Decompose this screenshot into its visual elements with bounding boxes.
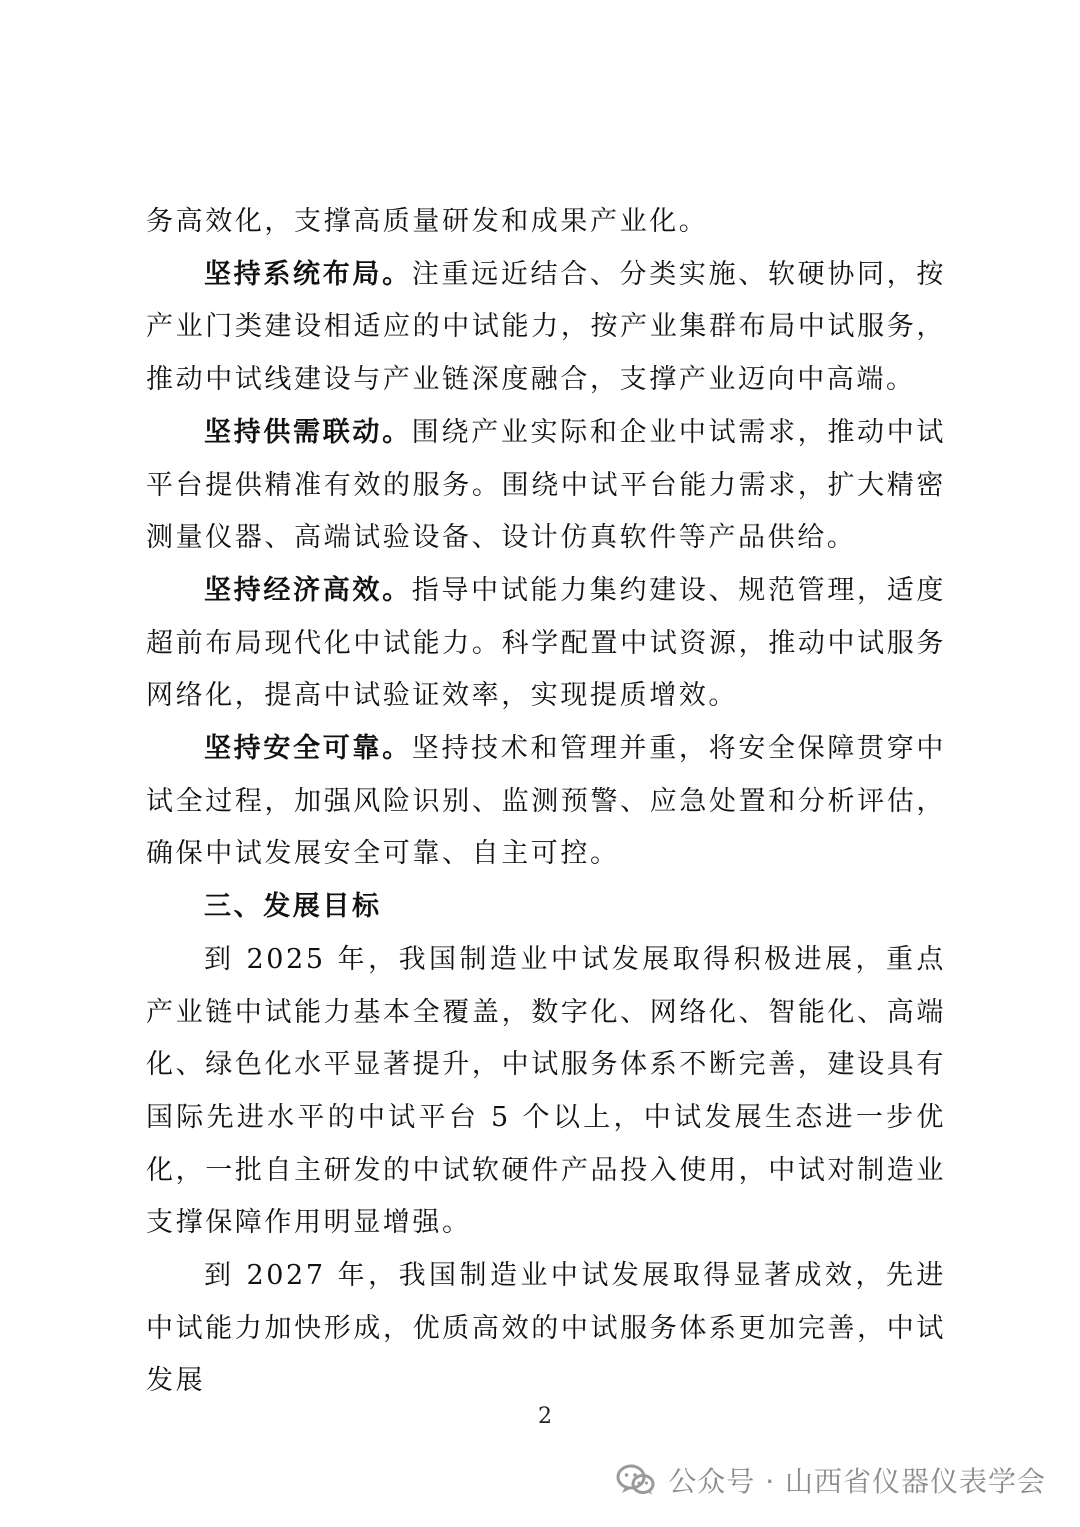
- paragraph-text: 坚持技术和管理并重，将安全保障贯穿中试全过程，加强风险识别、监测预警、应急处置和分析评估，确保中试发展安全可靠、自主可控。: [146, 733, 946, 870]
- paragraph-lead: 坚持经济高效。: [204, 574, 412, 606]
- goal-2025-paragraph: 到 2025 年，我国制造业中试发展取得积极进展，重点产业链中试能力基本全覆盖，数字化、网络化、智能化、高端化、绿色化水平显著提升，中试服务体系不断完善，建设具有国际先进水平的中试平台 5 个以上，中试发展生态进一步优化，一批自主研发的中试软硬件产品投入使用，中试对制造业支撑保障作用明显增强。: [146, 943, 946, 1239]
- paragraph-safety-reliability: [146, 723, 946, 881]
- paragraph-lead: 坚持系统布局。: [204, 258, 412, 290]
- paragraph-text: 务高效化，支撑高质量研发和成果产业化。: [146, 206, 709, 237]
- paragraph-text: 注重远近结合、分类实施、软硬协同，按产业门类建设相适应的中试能力，按产业集群布局中试服务，推动中试线建设与产业链深度融合，支撑产业迈向中高端。: [146, 258, 946, 396]
- paragraph-continuation: [146, 196, 946, 249]
- paragraph-lead: 坚持安全可靠。: [204, 733, 412, 765]
- wechat-watermark: [616, 1460, 1046, 1500]
- paragraph-text: 围绕产业实际和企业中试需求，推动中试平台提供精准有效的服务。围绕中试平台能力需求，扩大精密测量仪器、高端试验设备、设计仿真软件等产品供给。: [146, 416, 946, 554]
- section-heading: 三、发展目标: [204, 891, 382, 923]
- goal-2027-paragraph: 到 2027 年，我国制造业中试发展取得显著成效，先进中试能力加快形成，优质高效的中试服务体系更加完善，中试发展: [146, 1260, 946, 1397]
- paragraph-supply-demand: [146, 407, 946, 565]
- page-number: 2: [538, 1404, 552, 1429]
- watermark-text: 公众号 · 山西省仪器仪表学会: [668, 1465, 1046, 1498]
- paragraph-economic-efficiency: [146, 565, 946, 723]
- document-body: [146, 196, 946, 1408]
- paragraph-system-layout: [146, 249, 946, 407]
- paragraph-lead: 坚持供需联动。: [204, 416, 412, 448]
- paragraph-text: 指导中试能力集约建设、规范管理，适度超前布局现代化中试能力。科学配置中试资源，推动中试服务网络化，提高中试验证效率，实现提质增效。: [146, 574, 946, 712]
- wechat-icon: [616, 1463, 656, 1497]
